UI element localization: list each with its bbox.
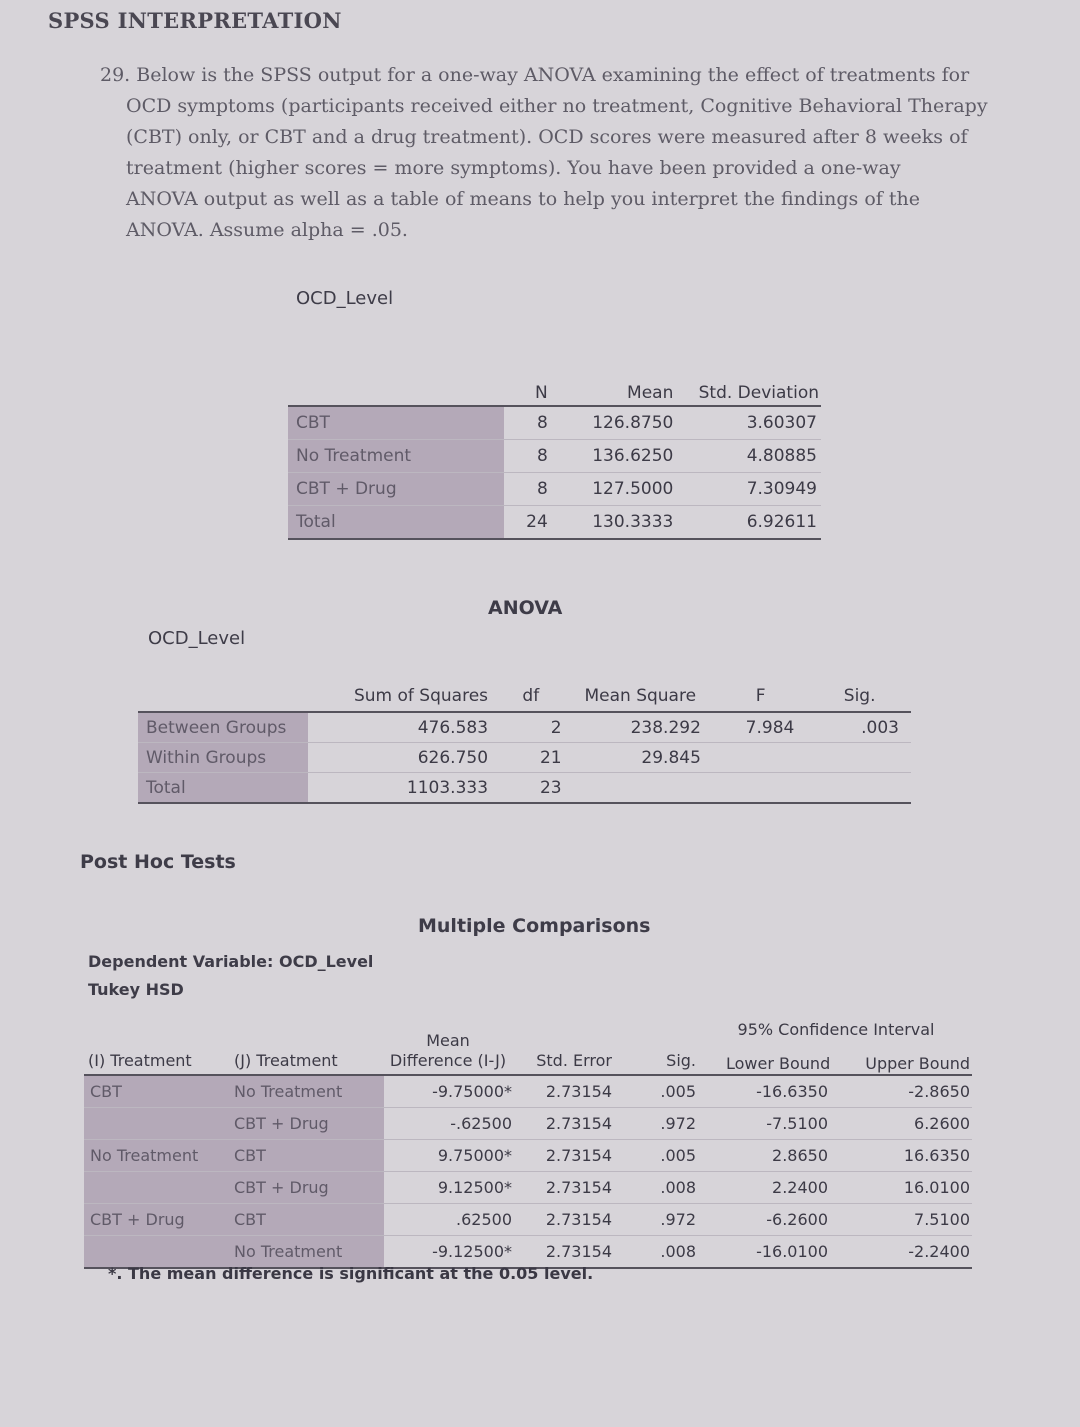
question-line: treatment (higher scores = more symptoms). You have been provided a one-way <box>126 157 901 179</box>
cell-sig: .005 <box>612 1140 700 1172</box>
cell-sd: 3.60307 <box>673 406 821 440</box>
col-header-n: N <box>535 383 548 403</box>
cell-std-error: 2.73154 <box>512 1108 612 1140</box>
cell-upper-bound: 16.0100 <box>828 1172 972 1204</box>
anova-title: ANOVA <box>488 597 563 619</box>
cell-lower-bound: 2.8650 <box>700 1140 828 1172</box>
cell-ms <box>568 773 713 804</box>
table-header-row <box>138 655 911 712</box>
cell-mean-difference: 9.12500* <box>384 1172 512 1204</box>
cell-ss: 626.750 <box>308 743 494 773</box>
cell-sig: .003 <box>808 712 911 743</box>
cell-j-treatment: CBT + Drug <box>228 1172 384 1204</box>
table-row <box>84 1075 972 1108</box>
row-label: Total <box>288 506 504 540</box>
cell-upper-bound: 6.2600 <box>828 1108 972 1140</box>
cell-mean-difference: -9.75000* <box>384 1075 512 1108</box>
table-row <box>288 440 821 473</box>
cell-sd: 4.80885 <box>673 440 821 473</box>
cell-std-error: 2.73154 <box>512 1075 612 1108</box>
col-header-df: df <box>522 686 540 706</box>
col-header-ci: 95% Confidence Interval <box>737 1020 935 1039</box>
cell-upper-bound: -2.8650 <box>828 1075 972 1108</box>
cell-mean: 136.6250 <box>548 440 674 473</box>
cell-f <box>713 773 808 804</box>
cell-j-treatment: No Treatment <box>228 1236 384 1269</box>
col-header-sig: Sig. <box>666 1051 696 1070</box>
cell-n: 8 <box>504 473 548 506</box>
cell-i-treatment <box>84 1172 228 1204</box>
table-row <box>84 1172 972 1204</box>
cell-df: 2 <box>494 712 568 743</box>
question-line: ANOVA output as well as a table of means to help you interpret the findings of the <box>126 188 920 210</box>
table-row <box>84 1108 972 1140</box>
cell-mean-difference: 9.75000* <box>384 1140 512 1172</box>
col-header-ss: Sum of Squares <box>353 686 489 706</box>
cell-f: 7.984 <box>713 712 808 743</box>
table-header-row <box>84 1006 972 1075</box>
col-header-f: F <box>755 686 766 706</box>
table-row <box>138 712 911 743</box>
anova-table <box>138 655 911 804</box>
cell-std-error: 2.73154 <box>512 1172 612 1204</box>
cell-std-error: 2.73154 <box>512 1140 612 1172</box>
cell-lower-bound: -16.6350 <box>700 1075 828 1108</box>
col-header-std-error: Std. Error <box>536 1051 612 1070</box>
post-hoc-title: Post Hoc Tests <box>80 851 236 873</box>
table-row <box>84 1140 972 1172</box>
question-line: OCD symptoms (participants received either no treatment, Cognitive Behavioral Therapy <box>126 95 988 117</box>
cell-n: 24 <box>526 512 548 532</box>
col-header-upper-bound: Upper Bound <box>865 1054 970 1073</box>
table-row <box>138 773 911 804</box>
cell-std-error: 2.73154 <box>545 1242 612 1261</box>
descriptives-title: OCD_Level <box>296 288 394 309</box>
table-header-row <box>288 375 821 406</box>
table-row <box>288 406 821 440</box>
cell-sd: 7.30949 <box>673 473 821 506</box>
cell-upper-bound: -2.2400 <box>908 1242 970 1261</box>
col-header-lower-bound: Lower Bound <box>726 1054 831 1073</box>
cell-ms: 238.292 <box>568 712 713 743</box>
question-line: ANOVA. Assume alpha = .05. <box>126 219 408 241</box>
cell-n: 8 <box>504 440 548 473</box>
cell-sig: .005 <box>612 1075 700 1108</box>
cell-sig <box>808 773 911 804</box>
row-label: CBT + Drug <box>288 473 504 506</box>
cell-mean-difference: -9.12500* <box>432 1242 512 1261</box>
row-label: No Treatment <box>288 440 504 473</box>
cell-f <box>713 743 808 773</box>
col-header-j-treatment: (J) Treatment <box>234 1051 338 1070</box>
cell-sig: .972 <box>612 1204 700 1236</box>
cell-sig: .972 <box>612 1108 700 1140</box>
col-header-mean: Mean <box>627 383 674 403</box>
cell-upper-bound: 7.5100 <box>828 1204 972 1236</box>
cell-mean: 127.5000 <box>548 473 674 506</box>
cell-j-treatment: CBT <box>228 1204 384 1236</box>
cell-n: 8 <box>504 406 548 440</box>
table-row <box>84 1204 972 1236</box>
col-header-sig: Sig. <box>843 686 876 706</box>
cell-lower-bound: 2.2400 <box>700 1172 828 1204</box>
cell-sd: 6.92611 <box>746 512 817 532</box>
dependent-variable-label: Dependent Variable: OCD_Level <box>88 952 374 971</box>
col-header-sd: Std. Deviation <box>698 383 819 403</box>
cell-upper-bound: 16.6350 <box>828 1140 972 1172</box>
cell-df: 23 <box>539 777 562 798</box>
cell-i-treatment: No Treatment <box>84 1140 228 1172</box>
cell-lower-bound: -16.0100 <box>756 1242 828 1261</box>
cell-sig: .008 <box>660 1242 696 1261</box>
col-header-i-treatment: (I) Treatment <box>88 1051 192 1070</box>
cell-lower-bound: -6.2600 <box>700 1204 828 1236</box>
row-label: Between Groups <box>138 712 308 743</box>
col-header-mean-difference: Mean Difference (I-J) <box>389 1031 507 1070</box>
cell-std-error: 2.73154 <box>512 1204 612 1236</box>
cell-lower-bound: -7.5100 <box>700 1108 828 1140</box>
question-line: (CBT) only, or CBT and a drug treatment). OCD scores were measured after 8 weeks of <box>126 126 968 148</box>
cell-i-treatment: CBT + Drug <box>84 1204 228 1236</box>
col-header-ms: Mean Square <box>584 686 697 706</box>
cell-mean-difference: .62500 <box>384 1204 512 1236</box>
cell-i-treatment: CBT <box>84 1075 228 1108</box>
col-header-ci-group <box>700 1006 972 1075</box>
descriptives-table <box>288 375 821 540</box>
cell-mean: 126.8750 <box>548 406 674 440</box>
cell-sig <box>808 743 911 773</box>
cell-sig: .008 <box>612 1172 700 1204</box>
multiple-comparisons-table <box>84 1006 972 1269</box>
question-line: 29. Below is the SPSS output for a one-way ANOVA examining the effect of treatments for <box>100 64 970 86</box>
cell-ms: 29.845 <box>568 743 713 773</box>
table-row <box>138 743 911 773</box>
anova-dv-label: OCD_Level <box>148 628 246 649</box>
question-text <box>100 60 1040 246</box>
cell-j-treatment: No Treatment <box>228 1075 384 1108</box>
table-row <box>288 506 821 540</box>
cell-mean-difference: -.62500 <box>384 1108 512 1140</box>
cell-i-treatment <box>84 1108 228 1140</box>
row-label: Within Groups <box>138 743 308 773</box>
cell-mean: 130.3333 <box>592 512 674 532</box>
cell-j-treatment: CBT <box>228 1140 384 1172</box>
method-label: Tukey HSD <box>88 980 184 999</box>
cell-df: 21 <box>494 743 568 773</box>
row-label: CBT <box>288 406 504 440</box>
row-label: Total <box>138 773 308 804</box>
cell-ss: 1103.333 <box>406 777 489 798</box>
table-row <box>288 473 821 506</box>
cell-ss: 476.583 <box>308 712 494 743</box>
page-heading: SPSS INTERPRETATION <box>48 8 342 33</box>
cell-j-treatment: CBT + Drug <box>228 1108 384 1140</box>
footnote: *. The mean difference is significant at the 0.05 level. <box>108 1264 594 1283</box>
multiple-comparisons-title: Multiple Comparisons <box>418 915 651 937</box>
